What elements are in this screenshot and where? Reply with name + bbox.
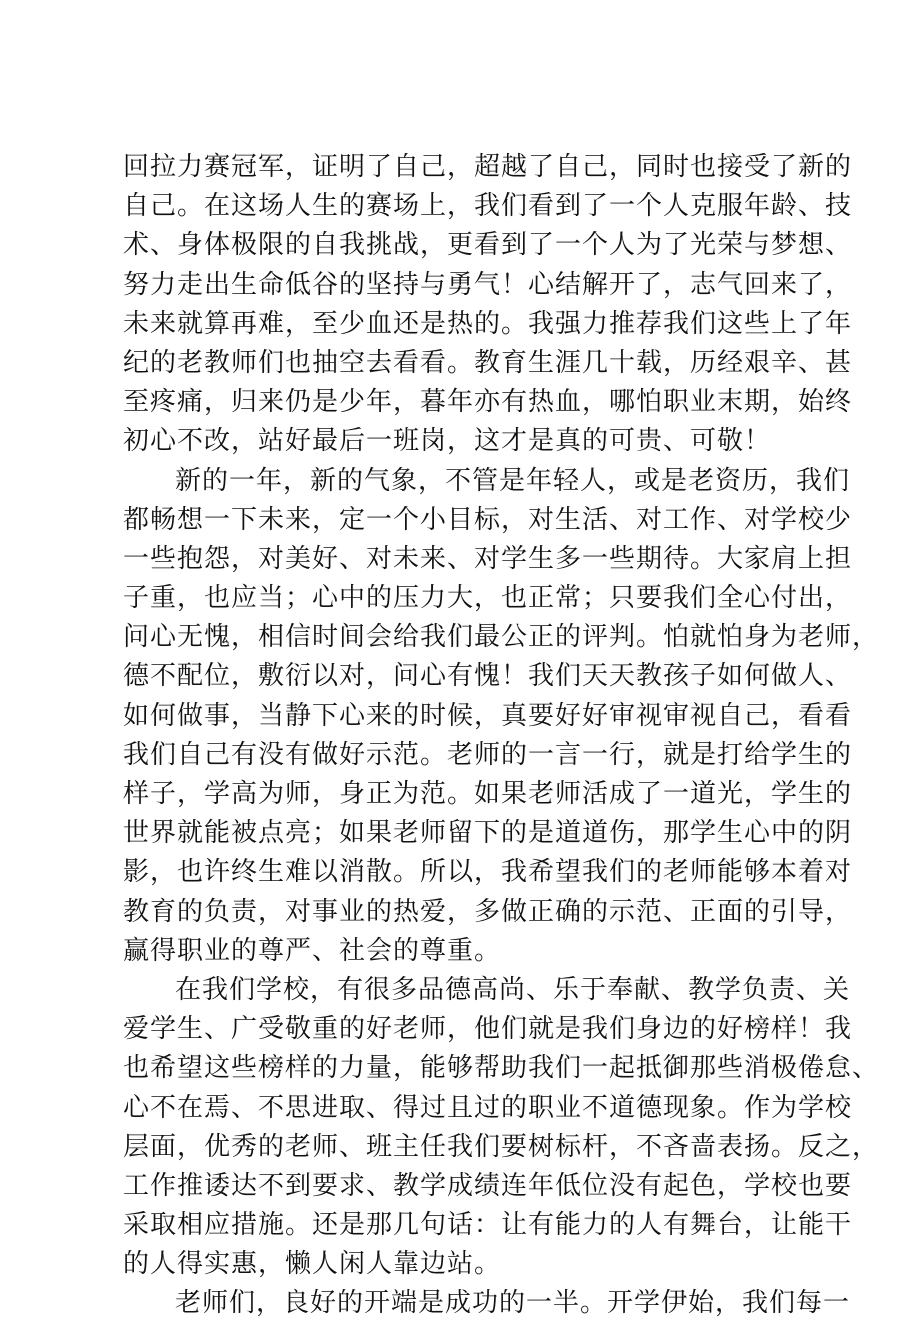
text-line: 纪的老教师们也抽空去看看。教育生涯几十载，历经艰辛、甚 bbox=[123, 347, 853, 378]
text-line: 采取相应措施。还是那几句话：让有能力的人有舞台，让能干 bbox=[123, 1210, 853, 1241]
text-line: 赢得职业的尊严、社会的尊重。 bbox=[123, 935, 502, 966]
text-line: 心不在焉、不思进取、得过且过的职业不道德现象。作为学校 bbox=[123, 1092, 853, 1123]
text-line: 如何做事，当静下心来的时候，真要好好审视审视自己，看看 bbox=[123, 700, 853, 731]
text-line: 一些抱怨，对美好、对未来、对学生多一些期待。大家肩上担 bbox=[123, 543, 853, 574]
text-line: 子重，也应当；心中的压力大，也正常；只要我们全心付出， bbox=[123, 583, 853, 614]
text-line: 教育的负责，对事业的热爱，多做正确的示范、正面的引导， bbox=[123, 896, 853, 927]
text-line: 术、身体极限的自我挑战，更看到了一个人为了光荣与梦想、 bbox=[123, 230, 853, 261]
document-body bbox=[123, 148, 880, 1324]
text-line: 至疼痛，归来仍是少年，暮年亦有热血，哪怕职业末期，始终 bbox=[123, 387, 853, 418]
text-line: 回拉力赛冠军，证明了自己，超越了自己，同时也接受了新的 bbox=[123, 152, 853, 182]
text-line: 都畅想一下未来，定一个小目标，对生活、对工作、对学校少 bbox=[123, 504, 853, 535]
text-line: 自己。在这场人生的赛场上，我们看到了一个人克服年龄、技 bbox=[123, 191, 853, 222]
text-line: 工作推诿达不到要求、教学成绩连年低位没有起色，学校也要 bbox=[123, 1170, 853, 1201]
text-line: 影，也许终生难以消散。所以，我希望我们的老师能够本着对 bbox=[123, 857, 853, 888]
text-line: 未来就算再难，至少血还是热的。我强力推荐我们这些上了年 bbox=[123, 308, 853, 339]
text-line: 德不配位，敷衍以对，问心有愧！我们天天教孩子如何做人、 bbox=[123, 661, 853, 692]
text-line: 我们自己有没有做好示范。老师的一言一行，就是打给学生的 bbox=[123, 739, 853, 770]
text-line: 也希望这些榜样的力量，能够帮助我们一起抵御那些消极倦怠、 bbox=[123, 1053, 880, 1084]
text-line: 努力走出生命低谷的坚持与勇气！心结解开了，志气回来了， bbox=[123, 269, 853, 300]
text-line: 初心不改，站好最后一班岗，这才是真的可贵、可敬！ bbox=[123, 426, 772, 457]
paragraph-start-line: 老师们，良好的开端是成功的一半。开学伊始，我们每一 bbox=[175, 1288, 851, 1319]
paragraph-start-line: 新的一年，新的气象，不管是年轻人，或是老资历，我们 bbox=[175, 465, 851, 496]
text-line: 爱学生、广受敬重的好老师，他们就是我们身边的好榜样！我 bbox=[123, 1014, 853, 1045]
text-line: 的人得实惠，懒人闲人靠边站。 bbox=[123, 1249, 502, 1280]
text-line: 世界就能被点亮；如果老师留下的是道道伤，那学生心中的阴 bbox=[123, 818, 853, 849]
text-line: 问心无愧，相信时间会给我们最公正的评判。怕就怕身为老师， bbox=[123, 622, 880, 653]
text-line: 层面，优秀的老师、班主任我们要树标杆，不吝啬表扬。反之， bbox=[123, 1131, 880, 1162]
text-line: 样子，学高为师，身正为范。如果老师活成了一道光，学生的 bbox=[123, 779, 853, 809]
paragraph-start-line: 在我们学校，有很多品德高尚、乐于奉献、教学负责、关 bbox=[175, 974, 851, 1005]
